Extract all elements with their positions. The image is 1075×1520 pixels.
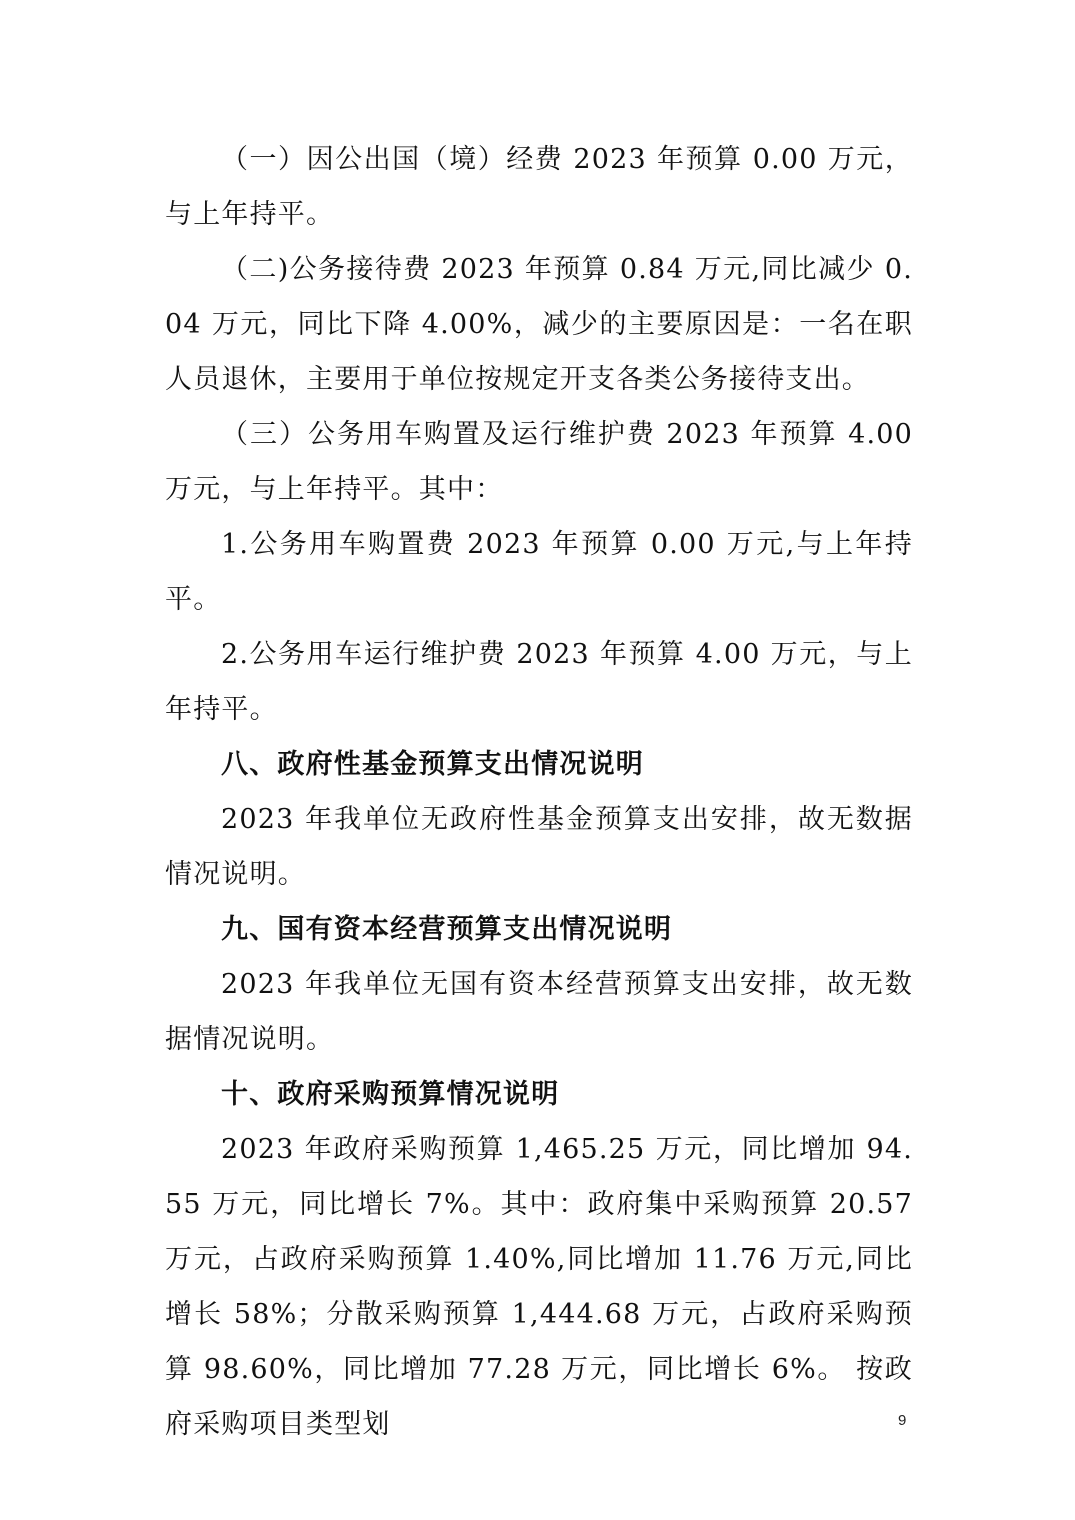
section-heading-government-fund: 八、政府性基金预算支出情况说明 [221, 749, 644, 780]
document-body [165, 132, 913, 1452]
paragraph-procurement: 2023 年政府采购预算 1,465.25 万元，同比增加 94.55 万元，同比增长 7%。其中：政府集中采购预算 20.57 万元，占政府采购预算 1.40%,同比增加 11.76 万元,同比增长 58%；分散采购预算 1,444.68 万元，占政府采购预算 98.60%，同比增加 77.28 万元，同比增长 6%。 按政府采购项目类型划 [165, 1134, 913, 1440]
section-heading-procurement: 十、政府采购预算情况说明 [221, 1079, 560, 1110]
paragraph-state-capital: 2023 年我单位无国有资本经营预算支出安排，故无数据情况说明。 [165, 969, 913, 1055]
paragraph-outbound-travel-expense: （一）因公出国（境）经费 2023 年预算 0.00 万元，与上年持平。 [165, 144, 913, 230]
paragraph-vehicle-maintenance: 2.公务用车运行维护费 2023 年预算 4.00 万元，与上年持平。 [165, 639, 913, 725]
paragraph-vehicle-purchase: 1.公务用车购置费 2023 年预算 0.00 万元,与上年持平。 [165, 529, 913, 615]
section-heading-state-capital: 九、国有资本经营预算支出情况说明 [221, 914, 673, 945]
paragraph-government-fund: 2023 年我单位无政府性基金预算支出安排，故无数据情况说明。 [165, 804, 913, 890]
page-number: 9 [898, 1412, 907, 1429]
paragraph-vehicle-expense: （三）公务用车购置及运行维护费 2023 年预算 4.00 万元，与上年持平。其中： [165, 419, 913, 505]
paragraph-reception-expense: （二)公务接待费 2023 年预算 0.84 万元,同比减少 0.04 万元，同比下降 4.00%，减少的主要原因是：一名在职人员退休，主要用于单位按规定开支各类公务接待支出。 [165, 254, 913, 395]
